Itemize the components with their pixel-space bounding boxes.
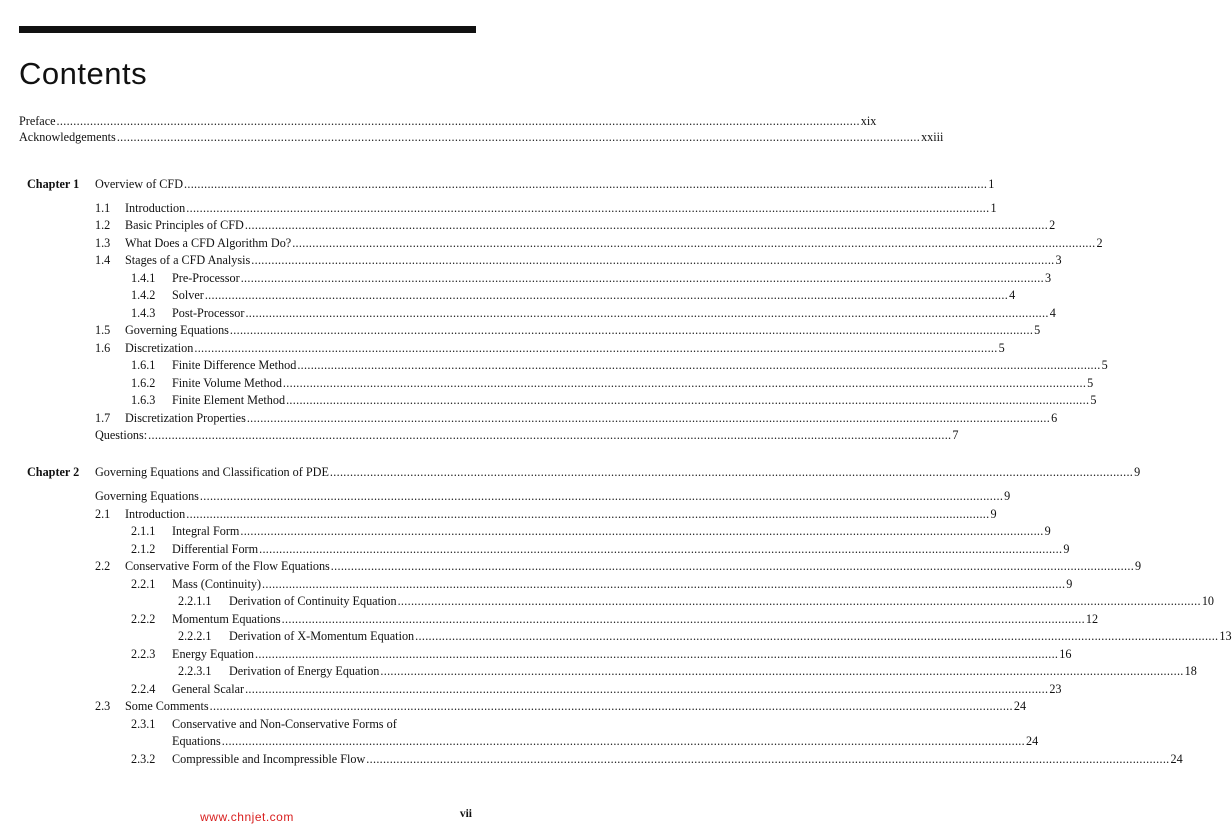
entry-number: 1.4.1 xyxy=(131,271,156,285)
leader-dots xyxy=(186,200,989,216)
entry-number: 2.2.2 xyxy=(131,612,156,626)
entry-page: 5 xyxy=(1090,393,1097,407)
entry-label: Discretization Properties xyxy=(125,411,246,425)
leader-dots xyxy=(184,176,987,192)
toc-entry-continuation[interactable] xyxy=(172,733,1039,749)
entry-page: 9 xyxy=(1134,465,1141,479)
toc-entry[interactable] xyxy=(95,488,1011,504)
entry-page: 5 xyxy=(1034,323,1041,337)
leader-dots xyxy=(366,751,1169,767)
entry-page: 3 xyxy=(1055,253,1062,267)
entry-page: 24 xyxy=(1026,734,1039,748)
toc-entry[interactable] xyxy=(131,576,1073,592)
entry-number: 2.1.2 xyxy=(131,542,156,556)
toc-entry[interactable] xyxy=(131,611,1099,627)
leader-dots xyxy=(245,217,1048,233)
entry-page: 9 xyxy=(1063,542,1070,556)
entry-number: 2.1 xyxy=(95,507,111,521)
toc-entry[interactable] xyxy=(95,252,1062,268)
leader-dots xyxy=(398,593,1201,609)
toc-entry[interactable] xyxy=(131,270,1052,286)
toc-entry[interactable] xyxy=(95,427,959,443)
toc-chapter-2[interactable] xyxy=(95,464,1141,480)
entry-label: General Scalar xyxy=(172,682,245,696)
entry-number: 2.2.1 xyxy=(131,577,156,591)
entry-label: Solver xyxy=(172,288,204,302)
leader-dots xyxy=(186,506,989,522)
leader-dots xyxy=(380,663,1183,679)
entry-number: 2.2.2.1 xyxy=(178,629,212,643)
toc-entry[interactable] xyxy=(131,523,1051,539)
entry-page: 6 xyxy=(1051,411,1058,425)
entry-label: Energy Equation xyxy=(172,647,255,661)
leader-dots xyxy=(245,681,1048,697)
entry-page: 3 xyxy=(1044,271,1052,285)
entry-number: 1.3 xyxy=(95,236,111,250)
entry-number: 2.1.1 xyxy=(131,524,156,538)
toc-entry[interactable] xyxy=(95,235,1103,251)
leader-dots xyxy=(292,235,1095,251)
entry-page: 9 xyxy=(1044,524,1051,538)
toc-entry-preface[interactable] xyxy=(19,113,877,129)
entry-label: Momentum Equations xyxy=(172,612,281,626)
entry-number: 2.2.1.1 xyxy=(178,594,212,608)
entry-label: Governing Equations xyxy=(125,323,229,337)
leader-dots xyxy=(205,287,1008,303)
leader-dots xyxy=(200,488,1003,504)
entry-page: 1 xyxy=(988,177,995,191)
entry-label: Integral Form xyxy=(172,524,240,538)
watermark: www.chnjet.com xyxy=(200,810,294,824)
toc-entry[interactable] xyxy=(131,305,1056,321)
page-title: Contents xyxy=(19,56,148,91)
entry-label: Preface xyxy=(19,114,56,128)
entry-label: Stages of a CFD Analysis xyxy=(125,253,251,267)
toc-entry[interactable] xyxy=(131,716,476,732)
leader-dots xyxy=(415,628,1218,644)
entry-number: 1.6.1 xyxy=(131,358,156,372)
entry-label: Overview of CFD xyxy=(95,177,184,191)
entry-page: 16 xyxy=(1059,647,1072,661)
entry-label: Finite Element Method xyxy=(172,393,286,407)
entry-number: 2.2.3 xyxy=(131,647,156,661)
entry-page: 2 xyxy=(1049,218,1056,232)
entry-number: 1.5 xyxy=(95,323,111,337)
entry-label: Derivation of X-Momentum Equation xyxy=(229,629,415,643)
toc-entry[interactable] xyxy=(178,593,1214,609)
entry-label-line2: Equations xyxy=(172,734,221,748)
entry-page: 1 xyxy=(990,201,997,215)
leader-dots xyxy=(148,427,951,443)
entry-page: 10 xyxy=(1201,594,1214,608)
entry-page: 2 xyxy=(1096,236,1103,250)
entry-label: Compressible and Incompressible Flow xyxy=(172,752,366,766)
entry-label: Governing Equations xyxy=(95,489,199,503)
entry-page: 7 xyxy=(952,428,959,442)
top-rule xyxy=(19,26,476,33)
entry-number: 1.4 xyxy=(95,253,111,267)
toc-entry[interactable] xyxy=(131,751,1183,767)
entry-number: 1.6 xyxy=(95,341,111,355)
toc-entry[interactable] xyxy=(95,558,1142,574)
leader-dots xyxy=(247,410,1050,426)
entry-label-line1: Conservative and Non-Conservative Forms of xyxy=(172,717,397,731)
entry-page: 9 xyxy=(1135,559,1142,573)
entry-label: What Does a CFD Algorithm Do? xyxy=(125,236,292,250)
leader-dots xyxy=(230,322,1033,338)
toc-entry-acknowledgements[interactable] xyxy=(19,129,944,145)
entry-number: 1.4.3 xyxy=(131,306,156,320)
leader-dots xyxy=(330,464,1133,480)
entry-number: 2.2.3.1 xyxy=(178,664,212,678)
toc-entry[interactable] xyxy=(95,217,1056,233)
page-number: vii xyxy=(459,808,472,820)
entry-page: 24 xyxy=(1013,699,1027,713)
entry-page: 5 xyxy=(998,341,1005,355)
entry-number: 2.2 xyxy=(95,559,111,573)
entry-page: 4 xyxy=(1049,306,1056,320)
entry-label: Introduction xyxy=(125,201,186,215)
toc-entry[interactable] xyxy=(131,681,1062,697)
entry-label: Finite Difference Method xyxy=(172,358,297,372)
entry-label: Differential Form xyxy=(172,542,259,556)
toc-entry[interactable] xyxy=(131,392,1097,408)
entry-number: 1.4.2 xyxy=(131,288,156,302)
leader-dots xyxy=(286,392,1089,408)
toc-entry[interactable] xyxy=(95,200,997,216)
entry-page: 5 xyxy=(1087,376,1094,390)
entry-label: Basic Principles of CFD xyxy=(125,218,244,232)
toc-entry[interactable] xyxy=(95,698,1027,714)
entry-number: 1.6.2 xyxy=(131,376,156,390)
entry-page: 24 xyxy=(1170,752,1183,766)
entry-page: 13 xyxy=(1219,629,1232,643)
entry-label: Some Comments xyxy=(125,699,209,713)
toc-entry[interactable] xyxy=(178,663,1197,679)
entry-page: 12 xyxy=(1085,612,1099,626)
toc-entry[interactable] xyxy=(95,506,997,522)
leader-dots xyxy=(283,375,1086,391)
leader-dots xyxy=(259,541,1062,557)
toc-entry[interactable] xyxy=(131,357,1108,373)
leader-dots xyxy=(331,558,1134,574)
toc-entry[interactable] xyxy=(95,340,1005,356)
entry-page: 9 xyxy=(990,507,997,521)
entry-label: Governing Equations and Classification of PDE xyxy=(95,465,329,479)
leader-dots xyxy=(117,129,920,145)
toc-chapter-1[interactable] xyxy=(95,176,995,192)
entry-label: Questions: xyxy=(95,428,148,442)
entry-page: 23 xyxy=(1049,682,1062,696)
entry-label: Discretization xyxy=(125,341,194,355)
toc-entry[interactable] xyxy=(131,541,1070,557)
leader-dots xyxy=(222,733,1025,749)
entry-number: 1.6.3 xyxy=(131,393,156,407)
leader-dots xyxy=(57,113,860,129)
entry-label: Mass (Continuity) xyxy=(172,577,262,591)
leader-dots xyxy=(240,523,1043,539)
entry-number: 1.2 xyxy=(95,218,111,232)
entry-page: 5 xyxy=(1101,358,1108,372)
leader-dots xyxy=(255,646,1058,662)
entry-page: 9 xyxy=(1066,577,1073,591)
leader-dots xyxy=(245,305,1048,321)
toc-entry[interactable] xyxy=(131,287,1016,303)
entry-label: Conservative Form of the Flow Equations xyxy=(125,559,330,573)
entry-number: 1.7 xyxy=(95,411,111,425)
entry-number: 1.1 xyxy=(95,201,111,215)
entry-number: 2.3.1 xyxy=(131,717,156,731)
leader-dots xyxy=(251,252,1054,268)
chapter-2-tag: Chapter 2 xyxy=(27,465,80,479)
entry-label: Finite Volume Method xyxy=(172,376,282,390)
entry-label: Pre-Processor xyxy=(172,271,240,285)
entry-label: Post-Processor xyxy=(172,306,245,320)
entry-label: Derivation of Continuity Equation xyxy=(229,594,397,608)
toc-entry[interactable] xyxy=(95,410,1058,426)
leader-dots xyxy=(241,270,1044,286)
toc-entry[interactable] xyxy=(131,375,1094,391)
chapter-1-tag: Chapter 1 xyxy=(27,177,80,191)
entry-page: xix xyxy=(860,114,877,128)
entry-page: 4 xyxy=(1009,288,1016,302)
entry-number: 2.3.2 xyxy=(131,752,156,766)
toc-entry[interactable] xyxy=(95,322,1041,338)
leader-dots xyxy=(194,340,997,356)
entry-page: xxiii xyxy=(921,130,944,144)
entry-page: 9 xyxy=(1004,489,1011,503)
entry-label: Derivation of Energy Equation xyxy=(229,664,380,678)
entry-page: 18 xyxy=(1184,664,1197,678)
leader-dots xyxy=(282,611,1085,627)
entry-label: Acknowledgements xyxy=(19,130,116,144)
toc-entry[interactable] xyxy=(178,628,1232,644)
leader-dots xyxy=(262,576,1065,592)
toc-entry[interactable] xyxy=(131,646,1072,662)
entry-number: 2.2.4 xyxy=(131,682,156,696)
leader-dots xyxy=(297,357,1100,373)
entry-number: 2.3 xyxy=(95,699,111,713)
leader-dots xyxy=(210,698,1013,714)
entry-label: Introduction xyxy=(125,507,186,521)
